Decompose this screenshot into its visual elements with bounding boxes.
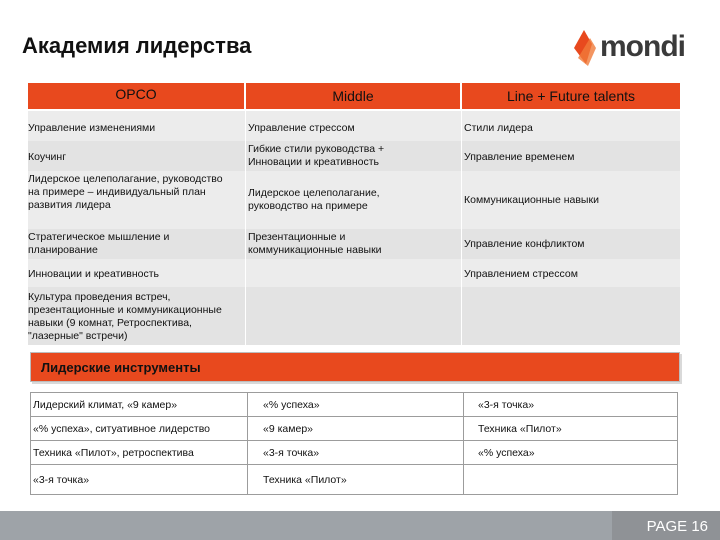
column-header-line: Line + Future talents (462, 83, 680, 109)
tool-cell: Техника «Пилот» (478, 423, 562, 435)
tool-cell: Техника «Пилот» (263, 474, 347, 486)
cell-line: Управлением стрессом (464, 268, 578, 280)
tool-cell: «3-я точка» (33, 474, 90, 486)
tool-cell: «9 камер» (263, 423, 313, 435)
tool-cell: «% успеха» (478, 447, 535, 459)
page-title: Академия лидерства (22, 33, 252, 58)
cell-opco: Лидерское целеполагание, руководство на примере – индивидуальный план развития лидера (28, 173, 223, 211)
cell-line: Стили лидера (464, 122, 533, 134)
cell-opco: Управление изменениями (28, 122, 156, 134)
tool-cell: Лидерский климат, «9 камер» (33, 399, 178, 411)
section-header-tools: Лидерские инструменты (30, 352, 680, 382)
column-header-middle: Middle (246, 83, 460, 109)
tool-cell: «3-я точка» (478, 399, 535, 411)
cell-line: Управление конфликтом (464, 238, 585, 250)
cell-middle: Лидерское целеполагание, руководство на примере (248, 187, 380, 212)
cell-opco: Инновации и креативность (28, 268, 160, 280)
cell-middle: Гибкие стили руководства + Инновации и креативность (248, 143, 385, 168)
cell-middle: Управление стрессом (248, 122, 355, 134)
tool-cell: Техника «Пилот», ретроспектива (33, 447, 194, 459)
cell-middle: Презентационные и коммуникационные навыки (248, 231, 382, 256)
column-header-opco: OPCO (28, 83, 244, 109)
logo-wordmark: mondi (600, 30, 685, 63)
tool-cell: «3-я точка» (263, 447, 320, 459)
cell-line: Управление временем (464, 151, 575, 163)
page-number: PAGE 16 (646, 518, 708, 535)
cell-opco: Культура проведения встреч, презентационные и коммуникационные навыки (9 комнат, Ретроспектива, "лазерные" встречи) (28, 291, 222, 342)
tool-cell: «% успеха», ситуативное лидерство (33, 423, 211, 435)
cell-opco: Стратегическое мышление и планирование (28, 231, 170, 256)
tool-cell: «% успеха» (263, 399, 320, 411)
cell-opco: Коучинг (28, 151, 67, 163)
cell-line: Коммуникационные навыки (464, 194, 599, 206)
